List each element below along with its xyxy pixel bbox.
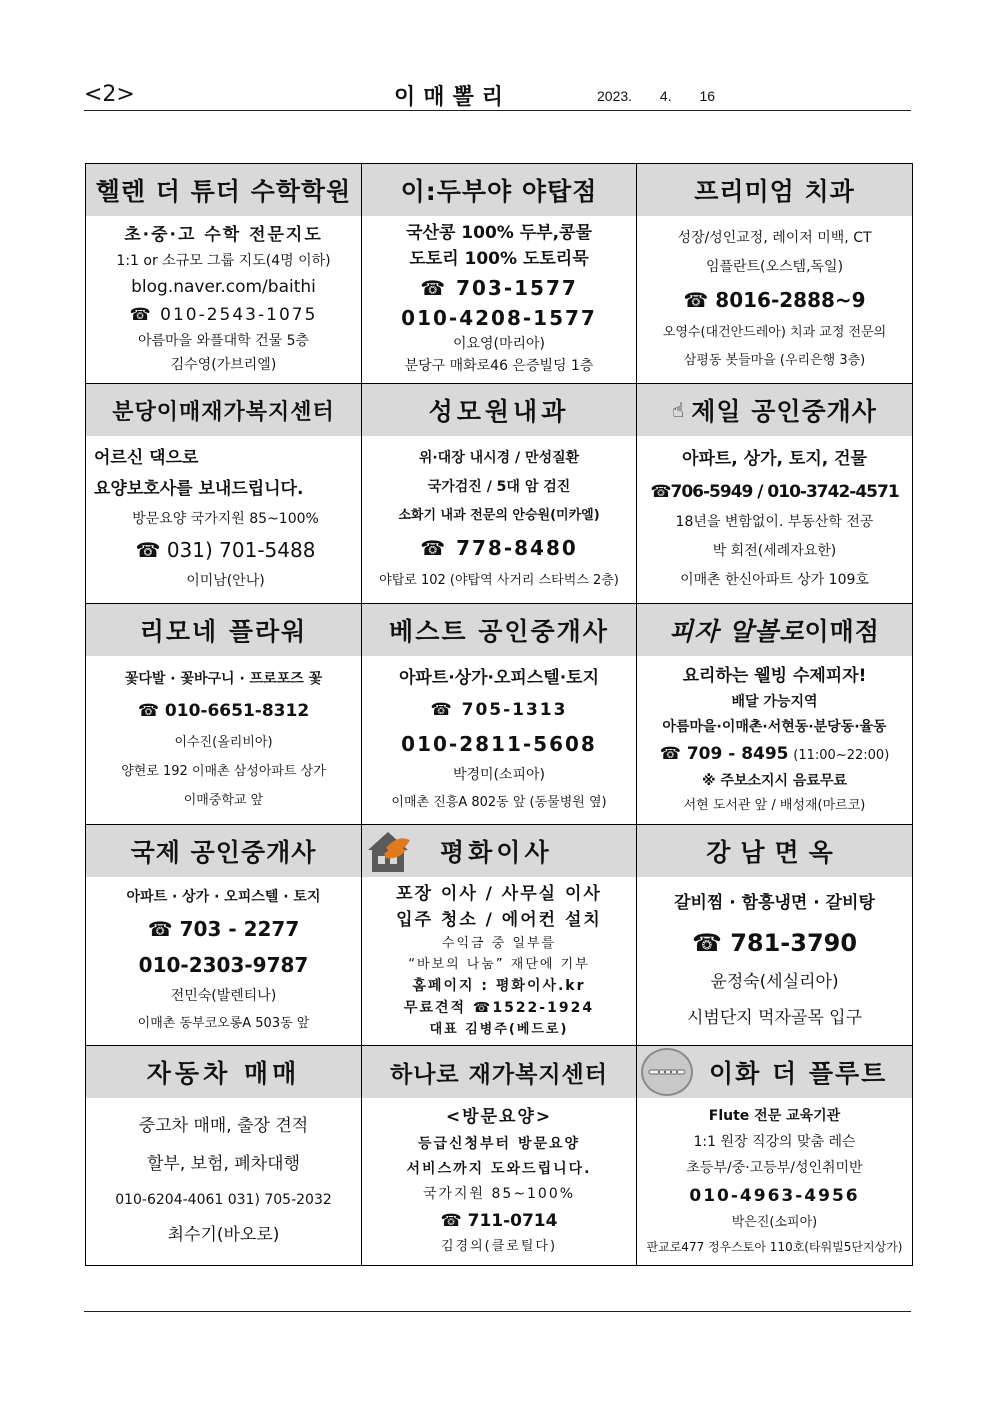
ad-line: 수익금 중 일부를: [441, 935, 557, 951]
ad-phone: ☎ 010-6651-8312: [137, 701, 310, 721]
house-logo-icon: [364, 828, 412, 874]
ad-tofu-shop: [362, 164, 637, 384]
ad-phone: 010-4208-1577: [401, 305, 597, 330]
ad-title: 자동차 매매: [86, 1046, 361, 1098]
ad-title: 리모네 플라워: [86, 604, 361, 656]
ad-line: 포장 이사 / 사무실 이사: [396, 883, 602, 904]
ad-best-realty: [362, 604, 637, 825]
ad-phone: ☎ 8016-2888~9: [683, 288, 866, 313]
ad-title-row: [362, 825, 636, 877]
ad-internal-medicine: [362, 384, 637, 604]
ad-title: 하나로 재가복지센터: [362, 1046, 636, 1098]
page-header: [84, 80, 911, 111]
ad-flute-academy: [637, 1046, 913, 1266]
ad-line: 서비스까지 도와드립니다.: [406, 1160, 592, 1177]
ad-title: 국제 공인중개사: [86, 825, 361, 877]
ad-address: 삼평동 봇들마을 (우리은행 3층): [683, 353, 866, 368]
ad-line: ※ 주보소지시 음료무료: [701, 773, 848, 790]
ad-line: 18년을 변함없이. 부동산학 전공: [675, 514, 874, 531]
ad-address: 야탑로 102 (야탑역 사거리 스타벅스 2층): [379, 573, 619, 588]
ad-title: 프리미엄 치과: [637, 164, 912, 216]
ad-contact-name: 박경미(소피아): [452, 767, 546, 784]
ad-line: 소화기 내과 전문의 안승원(미카엘): [398, 508, 600, 524]
ad-title: 분당이매재가복지센터: [86, 384, 361, 436]
ad-line: 국가검진 / 5대 암 검진: [427, 479, 571, 495]
ad-address: 서현 도서관 앞 / 배성재(마르코): [683, 798, 866, 814]
ad-line: Flute 전문 교육기관: [708, 1108, 841, 1125]
ad-line: 등급신청부터 방문요양: [417, 1136, 581, 1153]
ad-line: 국가지원 85~100%: [422, 1185, 576, 1202]
ad-gukje-realty: [86, 825, 362, 1046]
ad-line: 초등부/중·고등부/성인취미반: [686, 1159, 863, 1176]
ad-title-row: [637, 384, 912, 436]
ad-line: 중고차 매매, 출장 견적: [138, 1116, 309, 1137]
ad-dental-clinic: [637, 164, 913, 384]
ad-phone: ☎ 778-8480: [420, 536, 578, 561]
ad-home-care-center: [86, 384, 362, 604]
ad-pizza-alvolo: [637, 604, 913, 825]
ad-phone: 010-2303-9787: [138, 952, 309, 977]
ad-car-dealer: [86, 1046, 362, 1266]
ad-address: 이매촌 진흥A 802동 앞 (동물병원 옆): [391, 795, 607, 811]
ad-grid: [85, 163, 913, 1266]
ad-title: 평화이사: [440, 838, 553, 867]
ad-line: 국산콩 100% 두부,콩물: [406, 223, 592, 244]
ad-phone-row: [660, 744, 890, 765]
ad-line: 아파트 · 상가 · 오피스텔 · 토지: [126, 889, 321, 906]
ad-line: 성장/성인교정, 레이저 미백, CT: [677, 229, 872, 246]
ad-line: 1:1 or 소규모 그룹 지도(4명 이하): [116, 252, 331, 269]
ad-title-row: [637, 604, 912, 656]
ad-phone: ☎ 703 - 2277: [147, 917, 300, 942]
ad-phone: ☎ 010-2543-1075: [129, 304, 318, 325]
ad-contact-name: 윤정숙(세실리아): [710, 972, 839, 993]
ad-hanaro-care-center: [362, 1046, 637, 1266]
ad-title: 베스트 공인중개사: [362, 604, 636, 656]
ad-title: 이화 더 플루트: [709, 1059, 888, 1088]
ad-title: 헬렌 더 튜더 수학학원: [86, 164, 361, 216]
ad-phone: ☎ 705-1313: [430, 700, 568, 721]
ad-phone: ☎ 703-1577: [420, 275, 578, 300]
ad-line: blog.naver.com/baithi: [131, 276, 316, 297]
ad-line: 초·중·고 수학 전문지도: [124, 224, 323, 245]
ad-phone: ☎706-5949 / 010-3742-4571: [650, 481, 899, 502]
ad-title-row: [637, 1046, 912, 1098]
ad-contact-name: 최수기(바오로): [167, 1225, 280, 1246]
ad-line: “바보의 나눔” 재단에 기부: [408, 956, 590, 972]
ad-phone: 무료견적 ☎1522-1924: [403, 999, 595, 1016]
thumb-pointer-icon: ☝: [672, 398, 686, 422]
ad-line: 요리하는 웰빙 수제피자!: [682, 665, 867, 686]
ad-contact-name: 이요영(마리아): [452, 335, 546, 352]
ad-address: 이매촌 한신아파트 상가 109호: [680, 572, 869, 589]
ad-line: 아파트, 상가, 토지, 건물: [682, 449, 867, 470]
ad-line: <방문요양>: [445, 1107, 553, 1128]
ad-address: 이매촌 동부코오롱A 503동 앞: [137, 1016, 310, 1032]
ad-hours: (11:00~22:00): [793, 748, 890, 764]
ad-line: 요양보호사를 보내드립니다.: [94, 479, 304, 500]
ad-line: 어르신 댁으로: [94, 448, 199, 469]
ad-phone: 010-6204-4061 031) 705-2032: [115, 1191, 332, 1208]
footer-divider: [84, 1311, 911, 1312]
ad-contact-name: 이수진(올리비아): [174, 735, 273, 750]
ad-phone: 010-2811-5608: [401, 731, 597, 756]
ad-line: 할부, 보험, 폐차대행: [147, 1153, 300, 1174]
ad-moving-company: [362, 825, 637, 1046]
ad-address: 판교로477 정우스토아 110호(타워빌5단지상가): [646, 1239, 903, 1254]
ad-address: 분당구 매화로46 은증빌딩 1층: [404, 358, 594, 375]
ad-contact-name: 이미남(안나): [186, 573, 265, 590]
ad-title-branch: 이매점: [804, 617, 880, 646]
ad-line: 꽃다발 · 꽃바구니 · 프로포즈 꽃: [124, 670, 323, 687]
ad-line: 입주 청소 / 에어컨 설치: [396, 909, 602, 930]
ad-title: 이:두부야 야탑점: [362, 164, 636, 216]
ad-line: 갈비찜 · 함흥냉면 · 갈비탕: [674, 893, 875, 914]
ad-title-brand: 피자 알볼로: [669, 617, 805, 646]
flute-logo-icon: [641, 1048, 693, 1096]
ad-line: 방문요양 국가지원 85~100%: [132, 510, 319, 527]
issue-date: 2023. 4. 16: [597, 88, 716, 104]
ad-address: 이매중학교 앞: [183, 793, 264, 808]
ad-title: 성모원내과: [362, 384, 636, 436]
ad-contact-name: 박 회전(세례자요한): [712, 543, 837, 560]
ad-contact-name: 대표 김병주(베드로): [429, 1022, 569, 1038]
ad-jeil-realty: [637, 384, 913, 604]
ad-contact-name: 김경의(클로틸다): [440, 1239, 558, 1255]
ad-phone: ☎ 031) 701-5488: [135, 538, 316, 563]
ad-line: 아파트·상가·오피스텔·토지: [398, 668, 600, 689]
ad-phone: 010-4963-4956: [689, 1185, 860, 1206]
ad-contact-name: 박은진(소피아): [731, 1215, 818, 1231]
ad-phone: ☎ 709 - 8495: [659, 744, 789, 765]
ad-line: 임플란트(오스템,독일): [705, 259, 844, 275]
ad-title: 강남면옥: [637, 825, 912, 877]
ad-line: 위·대장 내시경 / 만성질환: [418, 449, 580, 466]
ad-flower-shop: [86, 604, 362, 825]
ad-line: 도토리 100% 도토리묵: [409, 249, 589, 270]
ad-phone: ☎ 711-0714: [440, 1210, 558, 1231]
newsletter-title: 이매뽈리: [394, 85, 512, 110]
ad-gangnam-myeonok: [637, 825, 913, 1046]
ad-title: 제일 공인중개사: [691, 397, 877, 426]
ad-phone: ☎ 781-3790: [691, 929, 858, 958]
ad-contact-name: 김수영(가브리엘): [170, 356, 277, 373]
ad-address: 양현로 192 이매촌 삼성아파트 상가: [121, 764, 326, 779]
ad-line: 아름마을·이매촌·서현동·분당동·율동: [662, 719, 887, 736]
ad-math-academy: [86, 164, 362, 384]
ad-line: 1:1 원장 직강의 맞춤 레슨: [693, 1134, 856, 1151]
ad-contact-name: 전민숙(발렌티나): [170, 988, 277, 1005]
ad-line: 오영수(대건안드레아) 치과 교정 전문의: [662, 325, 887, 340]
ad-website: 홈페이지 : 평화이사.kr: [412, 977, 586, 994]
ad-address: 아름마을 와플대학 건물 5층: [137, 332, 310, 349]
ad-line: 배달 가능지역: [731, 694, 818, 711]
page-number: <2>: [84, 82, 135, 107]
ad-address: 시범단지 먹자골목 입구: [686, 1007, 863, 1028]
